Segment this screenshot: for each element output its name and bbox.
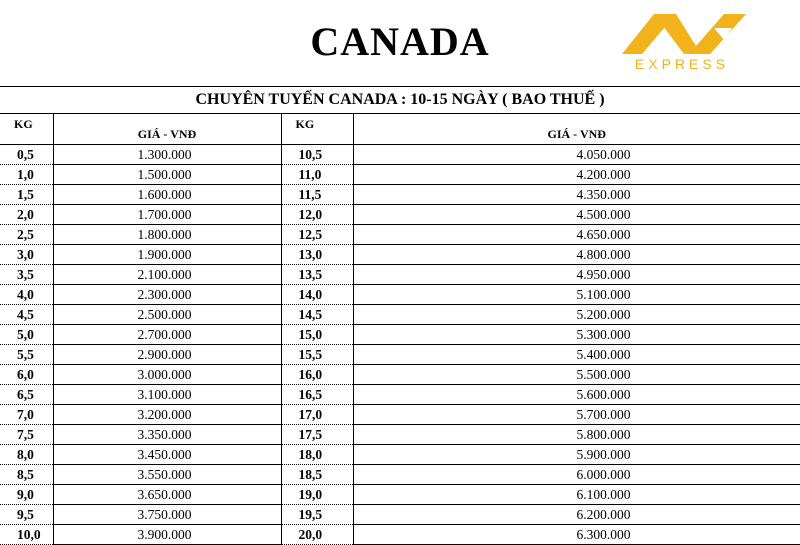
- kg-cell: 17,0: [281, 405, 353, 425]
- price-cell: 6.100.000: [353, 485, 800, 505]
- kg-cell: 5,0: [0, 325, 53, 345]
- kg-cell: 2,5: [0, 225, 53, 245]
- kg-header-right: KG: [281, 114, 353, 145]
- table-row: [0, 325, 800, 345]
- kg-cell: 13,0: [281, 245, 353, 265]
- table-row: [0, 285, 800, 305]
- price-cell: 1.700.000: [53, 205, 281, 225]
- kg-cell: 15,5: [281, 345, 353, 365]
- table-row: [0, 165, 800, 185]
- kg-cell: 12,0: [281, 205, 353, 225]
- kg-cell: 19,0: [281, 485, 353, 505]
- table-row: [0, 145, 800, 165]
- price-cell: 4.350.000: [353, 185, 800, 205]
- kg-cell: 13,5: [281, 265, 353, 285]
- table-row: [0, 405, 800, 425]
- price-cell: 4.200.000: [353, 165, 800, 185]
- price-cell: 5.400.000: [353, 345, 800, 365]
- table-row: [0, 225, 800, 245]
- kg-cell: 8,0: [0, 445, 53, 465]
- kg-cell: 18,5: [281, 465, 353, 485]
- kg-cell: 14,0: [281, 285, 353, 305]
- price-cell: 3.550.000: [53, 465, 281, 485]
- table-header-row: [0, 114, 800, 145]
- kg-cell: 18,0: [281, 445, 353, 465]
- kg-cell: 3,0: [0, 245, 53, 265]
- table-row: [0, 525, 800, 545]
- price-cell: 6.300.000: [353, 525, 800, 545]
- kg-cell: 4,5: [0, 305, 53, 325]
- price-cell: 3.750.000: [53, 505, 281, 525]
- price-cell: 5.900.000: [353, 445, 800, 465]
- table-row: [0, 185, 800, 205]
- table-row: [0, 485, 800, 505]
- table-row: [0, 345, 800, 365]
- price-cell: 3.100.000: [53, 385, 281, 405]
- price-cell: 1.800.000: [53, 225, 281, 245]
- kg-cell: 19,5: [281, 505, 353, 525]
- kg-cell: 16,0: [281, 365, 353, 385]
- kg-cell: 16,5: [281, 385, 353, 405]
- price-cell: 4.500.000: [353, 205, 800, 225]
- price-cell: 1.300.000: [53, 145, 281, 165]
- price-cell: 2.100.000: [53, 265, 281, 285]
- price-header-right: GIÁ - VNĐ: [353, 114, 800, 145]
- kg-cell: 2,0: [0, 205, 53, 225]
- price-cell: 3.350.000: [53, 425, 281, 445]
- table-caption-row: [0, 87, 800, 114]
- price-cell: 5.500.000: [353, 365, 800, 385]
- table-row: [0, 305, 800, 325]
- kg-cell: 17,5: [281, 425, 353, 445]
- kg-cell: 0,5: [0, 145, 53, 165]
- price-cell: 3.900.000: [53, 525, 281, 545]
- table-body: [0, 145, 800, 545]
- kg-cell: 6,5: [0, 385, 53, 405]
- price-cell: 4.950.000: [353, 265, 800, 285]
- kg-cell: 6,0: [0, 365, 53, 385]
- price-cell: 4.050.000: [353, 145, 800, 165]
- kg-cell: 1,0: [0, 165, 53, 185]
- price-cell: 1.500.000: [53, 165, 281, 185]
- price-cell: 5.200.000: [353, 305, 800, 325]
- kg-cell: 3,5: [0, 265, 53, 285]
- kg-cell: 10,5: [281, 145, 353, 165]
- price-header-left: GIÁ - VNĐ: [53, 114, 281, 145]
- price-cell: 5.700.000: [353, 405, 800, 425]
- table-caption: CHUYÊN TUYẾN CANADA : 10-15 NGÀY ( BAO THUẾ ): [0, 87, 800, 114]
- table-row: [0, 385, 800, 405]
- price-cell: 3.450.000: [53, 445, 281, 465]
- price-cell: 4.800.000: [353, 245, 800, 265]
- table-row: [0, 445, 800, 465]
- logo-text: EXPRESS: [634, 56, 730, 72]
- price-cell: 5.800.000: [353, 425, 800, 445]
- price-cell: 3.650.000: [53, 485, 281, 505]
- table-row: [0, 205, 800, 225]
- table-row: [0, 365, 800, 385]
- kg-cell: 7,0: [0, 405, 53, 425]
- price-cell: 4.650.000: [353, 225, 800, 245]
- kg-cell: 15,0: [281, 325, 353, 345]
- table-row: [0, 265, 800, 285]
- kg-cell: 10,0: [0, 525, 53, 545]
- price-cell: 3.000.000: [53, 365, 281, 385]
- kg-cell: 1,5: [0, 185, 53, 205]
- price-cell: 2.900.000: [53, 345, 281, 365]
- kg-cell: 11,0: [281, 165, 353, 185]
- kg-cell: 11,5: [281, 185, 353, 205]
- kg-header-left: KG: [0, 114, 53, 145]
- kg-cell: 5,5: [0, 345, 53, 365]
- price-cell: 2.300.000: [53, 285, 281, 305]
- price-cell: 5.600.000: [353, 385, 800, 405]
- kg-cell: 9,0: [0, 485, 53, 505]
- price-cell: 2.500.000: [53, 305, 281, 325]
- price-cell: 5.300.000: [353, 325, 800, 345]
- table-row: [0, 425, 800, 445]
- price-cell: 1.900.000: [53, 245, 281, 265]
- page-title: CANADA: [310, 19, 490, 64]
- price-cell: 3.200.000: [53, 405, 281, 425]
- kg-cell: 8,5: [0, 465, 53, 485]
- kg-cell: 7,5: [0, 425, 53, 445]
- price-cell: 2.700.000: [53, 325, 281, 345]
- kg-cell: 12,5: [281, 225, 353, 245]
- table-row: [0, 505, 800, 525]
- table-row: [0, 465, 800, 485]
- price-cell: 6.200.000: [353, 505, 800, 525]
- kg-cell: 14,5: [281, 305, 353, 325]
- kg-cell: 4,0: [0, 285, 53, 305]
- kg-cell: 9,5: [0, 505, 53, 525]
- kg-cell: 20,0: [281, 525, 353, 545]
- table-row: [0, 245, 800, 265]
- price-cell: 1.600.000: [53, 185, 281, 205]
- price-cell: 5.100.000: [353, 285, 800, 305]
- price-cell: 6.000.000: [353, 465, 800, 485]
- price-table: [0, 86, 800, 545]
